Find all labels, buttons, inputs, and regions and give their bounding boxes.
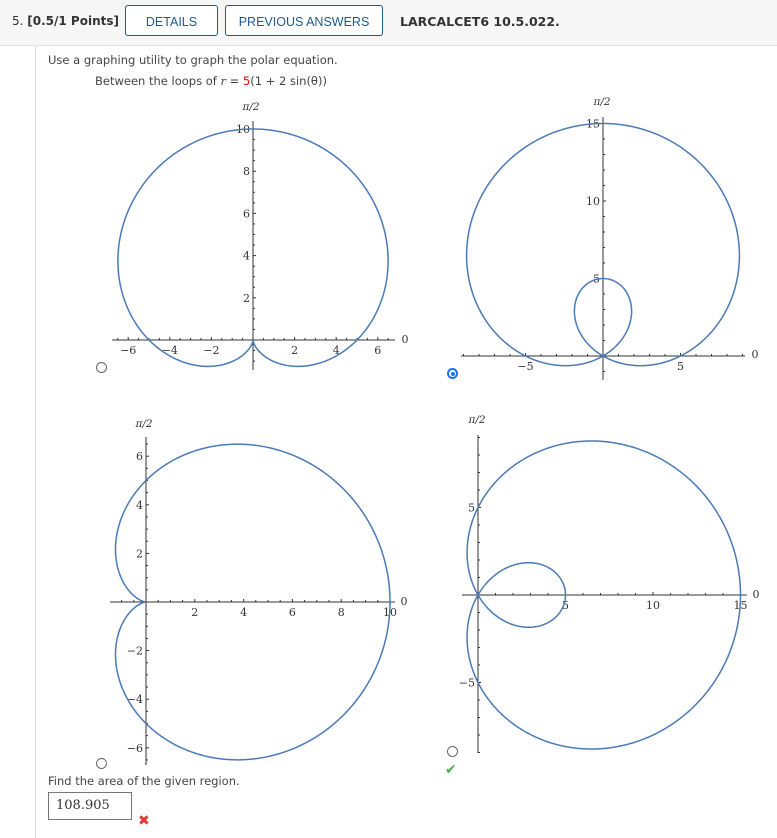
angle-label: π/2 <box>468 414 486 426</box>
y-tick-label: 6 <box>243 207 250 221</box>
angle-label: π/2 <box>242 101 260 113</box>
y-tick-label: 5 <box>593 272 600 286</box>
area-answer-input[interactable]: 108.905 <box>48 792 132 820</box>
y-tick-label: 5 <box>468 501 475 515</box>
zero-angle-label: 0 <box>400 595 408 608</box>
zero-angle-label: 0 <box>752 588 760 601</box>
y-tick-label: 4 <box>136 498 143 512</box>
zero-angle-label: 0 <box>401 333 409 346</box>
x-tick-label: 4 <box>332 344 340 357</box>
zero-angle-label: 0 <box>751 348 759 361</box>
y-tick-label: 10 <box>236 123 250 136</box>
x-tick-label: 6 <box>288 606 296 619</box>
option-a-radio[interactable] <box>96 362 107 373</box>
x-tick-label: 5 <box>562 599 569 612</box>
y-tick-label: 6 <box>136 450 143 464</box>
y-tick-label: 10 <box>586 195 600 208</box>
y-tick-label: 2 <box>136 547 143 561</box>
x-tick-label: 10 <box>383 606 397 619</box>
question-prompt: Use a graphing utility to graph the polar equation. <box>48 53 338 67</box>
y-tick-label: −6 <box>126 741 143 755</box>
polar-graph-c <box>110 418 408 765</box>
details-button[interactable]: DETAILS <box>125 5 218 36</box>
option-b-radio[interactable] <box>447 368 458 379</box>
x-tick-label: −2 <box>203 344 220 357</box>
previous-answers-button[interactable]: PREVIOUS ANSWERS <box>225 5 383 36</box>
polar-graph-d <box>459 414 760 753</box>
x-tick-label: 2 <box>291 344 299 357</box>
x-tick-label: −5 <box>517 360 534 373</box>
points-label: [0.5/1 Points] <box>27 14 119 28</box>
option-d-radio[interactable] <box>447 746 458 757</box>
y-tick-label: −4 <box>126 693 143 707</box>
x-tick-label: 10 <box>646 599 660 612</box>
x-tick-label: 8 <box>337 606 345 619</box>
polar-equation: Between the loops of r = 5(1 + 2 sin(θ)) <box>95 74 327 88</box>
angle-label: π/2 <box>593 96 611 108</box>
x-tick-label: 5 <box>677 360 684 373</box>
polar-graph-a <box>112 101 409 370</box>
question-number: 5. [0.5/1 Points] <box>12 14 119 28</box>
y-tick-label: 15 <box>586 117 600 131</box>
option-c-radio[interactable] <box>96 758 107 769</box>
x-tick-label: −4 <box>161 344 178 357</box>
y-tick-label: 8 <box>243 165 250 179</box>
angle-label: π/2 <box>135 418 153 430</box>
find-area-prompt: Find the area of the given region. <box>48 774 240 788</box>
x-tick-label: −6 <box>120 344 137 357</box>
x-tick-label: 4 <box>240 606 248 619</box>
incorrect-cross-icon: ✖ <box>138 813 150 829</box>
y-tick-label: 2 <box>243 291 250 305</box>
x-tick-label: 2 <box>191 606 199 619</box>
x-tick-label: 6 <box>374 344 382 357</box>
y-tick-label: 4 <box>243 249 250 263</box>
y-tick-label: −2 <box>126 644 143 658</box>
correct-check-icon: ✔ <box>445 762 457 778</box>
x-tick-label: 15 <box>733 599 748 612</box>
polar-graph-b <box>461 96 759 380</box>
y-tick-label: −5 <box>458 676 475 690</box>
problem-reference: LARCALCET6 10.5.022. <box>400 14 560 29</box>
